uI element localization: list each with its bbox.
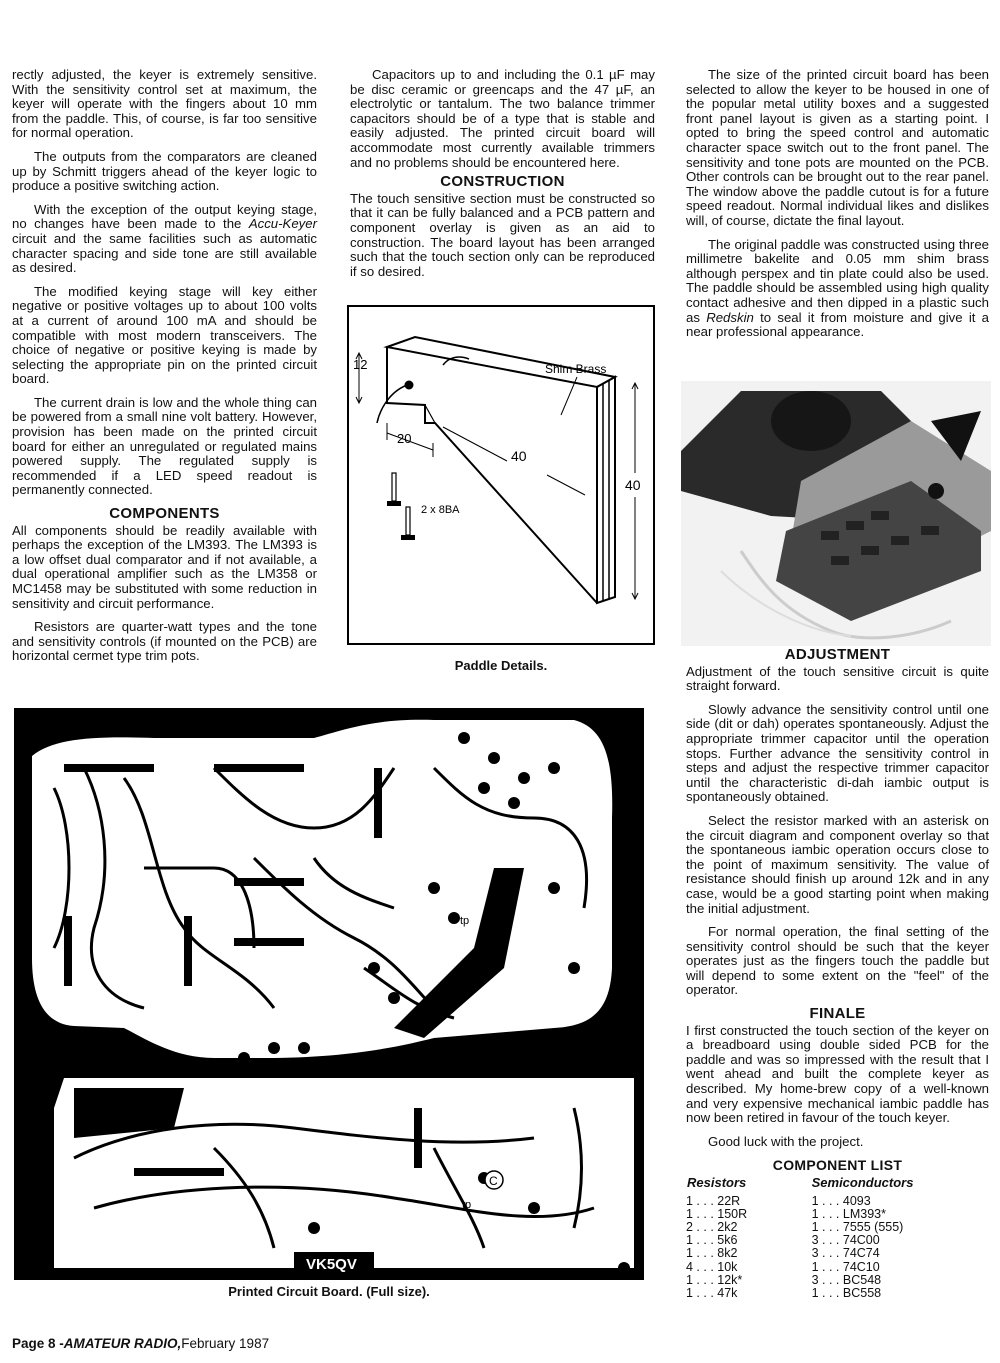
- paragraph: Good luck with the project.: [708, 1133, 864, 1149]
- list-item: 1 . . . 47k: [686, 1286, 738, 1301]
- list-item: 1 . . . BC558: [811, 1286, 882, 1301]
- callsign-label: VK5QV: [306, 1256, 357, 1273]
- copyright-symbol: C: [489, 1174, 498, 1188]
- section-heading: COMPONENTS: [109, 505, 220, 523]
- list-item: 3 . . . BC548: [811, 1272, 882, 1287]
- shim-brass-label: Shim Brass: [545, 362, 607, 376]
- list-item: 1 . . . 74C10: [811, 1259, 880, 1274]
- paragraph: Adjustment of the touch sensitive circuit is quite straight forward.: [686, 663, 989, 694]
- paragraph: The original paddle was constructed using three millimetre bakelite and 0.05 mm shim brass although perspex and tin plate could also be used. The paddle should be assembled using high quality contact adhesive and then dipped in a plastic such as Redskin to seal it from moisture and give it a near professional appearance.: [686, 236, 989, 340]
- paragraph: I first constructed the touch section of the keyer on a breadboard using double sided PCB for the paddle and was so impressed with the result that I went ahead and built the complete keyer as described. My home-brew copy of a well-known and very expensive mechanical iambic paddle has now been retired in favour of the touch keyer.: [686, 1022, 989, 1126]
- figure-caption: Paddle Details.: [454, 658, 548, 673]
- column-2: [350, 68, 655, 288]
- page-footer: [12, 1336, 269, 1351]
- dimension-label: 20: [397, 431, 412, 446]
- list-item: 1 . . . 4093: [811, 1193, 871, 1208]
- paragraph: The modified keying stage will key either negative or positive voltages up to about 100 volts at a current of around 100 mA and should be compatible with most modern transceivers. The choice of negative or positive keying is made by selecting the appropriate pin on the printed circuit board.: [12, 283, 317, 387]
- pcb-test-point-label: tp: [462, 1199, 472, 1211]
- paragraph: The current drain is low and the whole thing can be powered from a small nine volt battery. However, provision has been made on the printed circuit board for either an unregulated or regulated mains powered supply. The regulated supply is recommended if a LED speed readout is permanently connected.: [12, 394, 317, 498]
- list-item: 2 . . . 2k2: [686, 1220, 738, 1234]
- column-3: [686, 68, 989, 349]
- magazine-name: AMATEUR RADIO,: [63, 1336, 182, 1351]
- paragraph: Resistors are quarter-watt types and the tone and sensitivity controls (if mounted on the PCB) are horizontal cermet type trim pots.: [12, 619, 317, 664]
- semiconductors-heading: Semiconductors: [811, 1175, 914, 1190]
- paragraph: Slowly advance the sensitivity control until one side (dit or dah) operates spontaneously. Adjust the appropriate trimmer capacitor until the operation stops. Further advance the sensitivity control in steps and adjust the respective trimmer capacitor until the characteristic di-dah iambic output is spontaneously obtained.: [686, 701, 989, 805]
- section-heading: FINALE: [809, 1005, 866, 1023]
- list-item: 3 . . . 74C74: [811, 1246, 880, 1261]
- paragraph: rectly adjusted, the keyer is extremely sensitive. With the sensitivity control set at maximum, the keyer will operate with the fingers about 10 mm from the paddle. This, of course, is far too sensitive for normal operation.: [12, 67, 317, 141]
- emphasis: Accu-Keyer: [248, 216, 317, 232]
- emphasis: Redskin: [706, 309, 754, 325]
- component-list-table: [686, 1175, 989, 1300]
- keyer-photo: [681, 381, 991, 646]
- figure-caption: Printed Circuit Board. (Full size).: [228, 1284, 430, 1299]
- keyer-photo-illustration: [681, 381, 991, 646]
- screws-label: 2 x 8BA: [421, 504, 460, 516]
- list-item: 4 . . . 10k: [686, 1259, 738, 1274]
- list-item: 1 . . . 22R: [686, 1193, 741, 1208]
- column-1: [12, 68, 317, 673]
- list-item: 1 . . . 5k6: [686, 1233, 738, 1248]
- dimension-label: 12: [353, 357, 368, 372]
- pcb-artwork: [14, 708, 644, 1280]
- paragraph: All components should be readily available with perhaps the exception of the LM393. The LM393 is a low offset dual comparator and if not available, a dual operational amplifier such as the LM358 or MC1458 may be substituted with some reduction in sensitivity and circuit performance.: [12, 522, 317, 611]
- list-item: 1 . . . 12k*: [686, 1272, 743, 1287]
- dimension-label: 40: [511, 448, 527, 464]
- paragraph: Capacitors up to and including the 0.1 µF may be disc ceramic or greencaps and the 47 µF, an electrolytic or tantalum. The two balance trimmer capacitors should be of a type that is stable and easily adjusted. The printed circuit board will accommodate most currently available trimmers and no problems should be encountered here.: [350, 67, 655, 170]
- paragraph: Select the resistor marked with an asterisk on the circuit diagram and component overlay so that the spontaneous iambic operation occurs close to the point of maximum sensitivity. The value of resistance should finish up around 12k and in any case, would be a good starting point when making the initial adjustment.: [686, 812, 989, 916]
- paddle-diagram: [347, 305, 655, 645]
- paragraph: With the exception of the output keying stage, no changes have been made to the Accu-Keyer circuit and the same facilities such as automatic character spacing and side tone are still available as desired.: [12, 201, 317, 276]
- paragraph: For normal operation, the final setting of the sensitivity control should be such that the keyer operates just as the fingers touch the paddle but will depend to some extent on the "feel" of the operator.: [686, 924, 989, 998]
- page-number: Page 8 -: [12, 1336, 64, 1351]
- resistors-heading: Resistors: [687, 1175, 747, 1190]
- dimension-label: 40: [625, 477, 641, 493]
- section-heading: CONSTRUCTION: [440, 173, 565, 191]
- paragraph: The touch sensitive section must be constructed so that it can be fully balanced and a PCB pattern and component overlay is given as an aid to construction. The board layout has been arranged such that the touch section only can be reproduced if so desired.: [350, 190, 655, 279]
- list-item: 1 . . . 7555 (555): [811, 1220, 904, 1234]
- issue-date: February 1987: [181, 1336, 270, 1351]
- list-item: 1 . . . LM393*: [811, 1206, 886, 1221]
- list-item: 1 . . . 8k2: [686, 1246, 738, 1261]
- paragraph: The outputs from the comparators are cleaned up by Schmitt triggers ahead of the keyer logic to produce a positive switching action.: [12, 148, 317, 194]
- list-item: 3 . . . 74C00: [811, 1233, 880, 1248]
- section-heading: ADJUSTMENT: [784, 646, 891, 663]
- paragraph: The size of the printed circuit board has been selected to allow the keyer to be housed in one of the popular metal utility boxes and a suggested front panel layout is given as a starting point. I opted to bring the speed control and automatic character space switch out to the front panel. The sensitivity and tone pots are mounted on the PCB. Other controls can be brought out to the rear panel. The window above the paddle cutout is for a future speed readout. Normal individual likes and dislikes will, of course, dictate the final layout.: [686, 67, 989, 228]
- column-3-lower: [686, 646, 989, 1300]
- section-heading: COMPONENT LIST: [772, 1157, 903, 1174]
- list-item: 1 . . . 150R: [686, 1206, 748, 1221]
- pcb-test-point-label: tp: [460, 915, 470, 927]
- pcb-year-label: 1986: [506, 1032, 529, 1043]
